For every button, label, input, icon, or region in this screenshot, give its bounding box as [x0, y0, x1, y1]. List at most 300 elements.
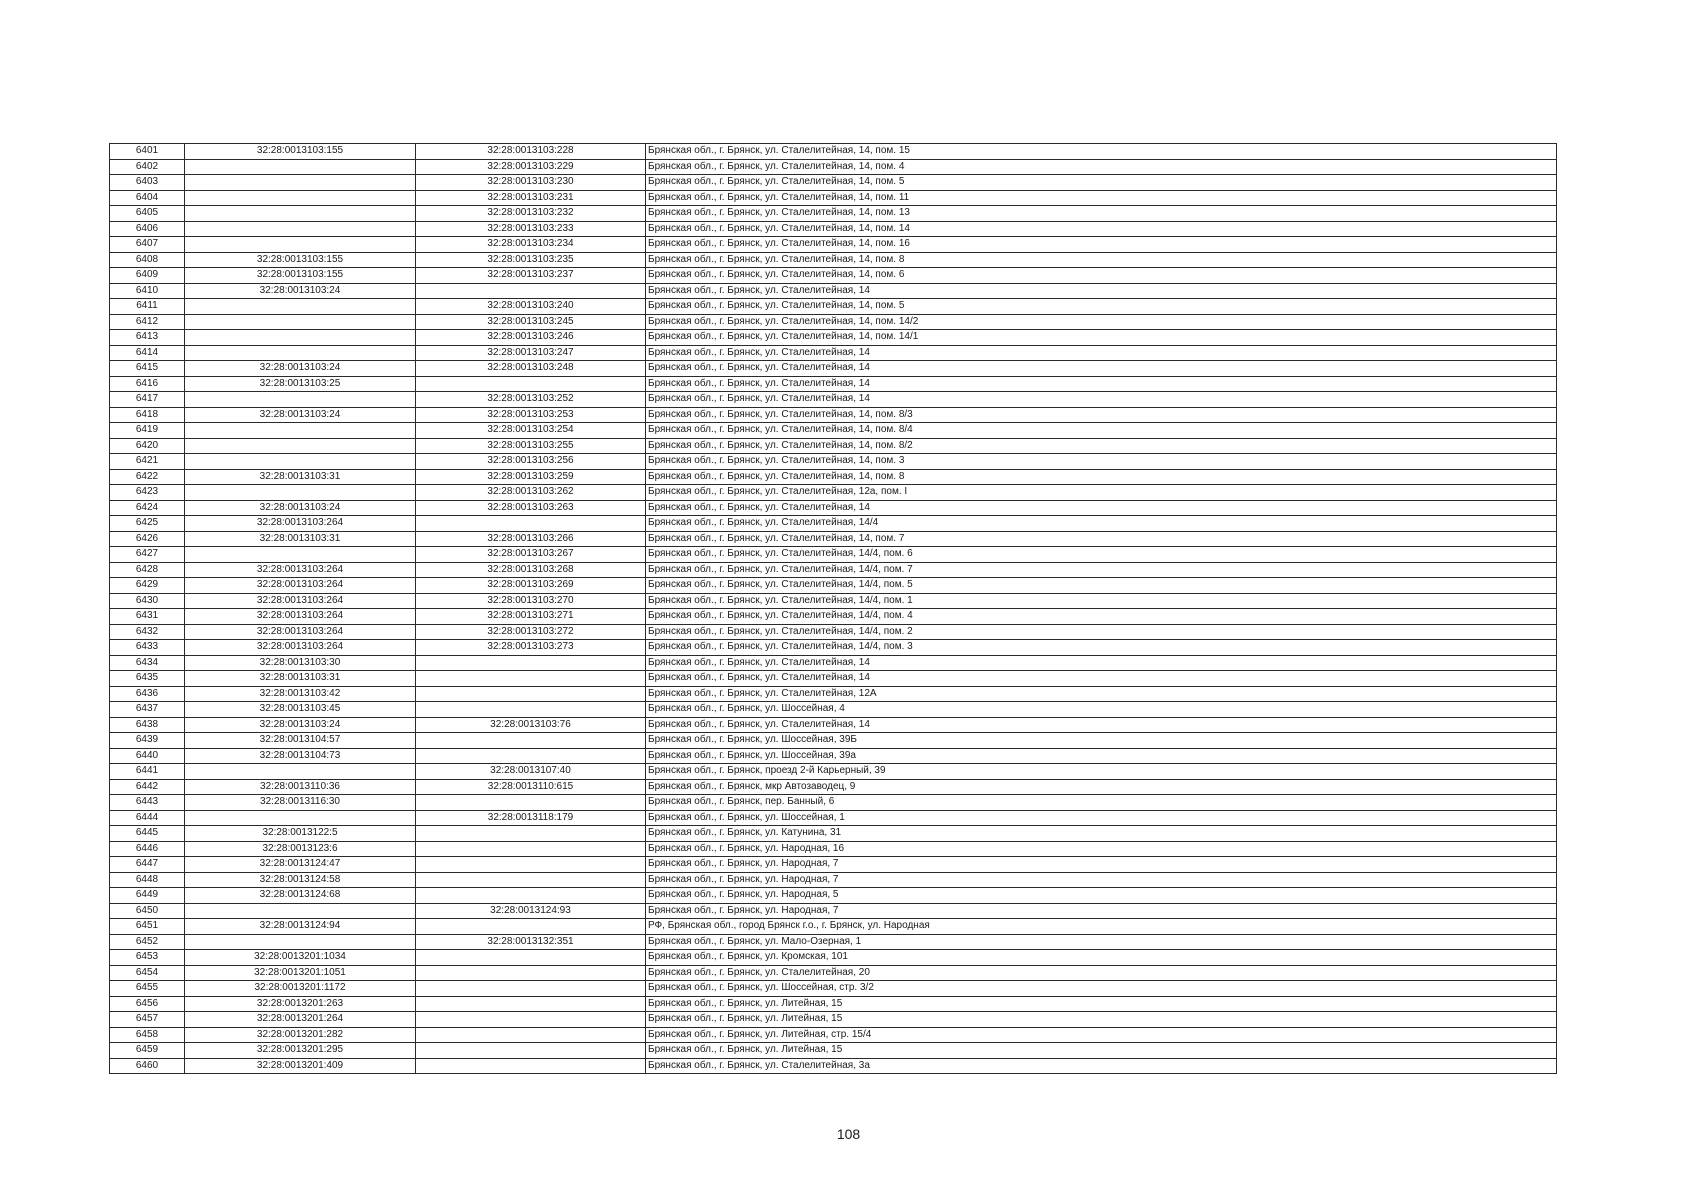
land-parcel-cell: 32:28:0013103:25: [185, 376, 416, 392]
row-number-cell: 6455: [110, 981, 185, 997]
land-parcel-cell: 32:28:0013201:1051: [185, 965, 416, 981]
row-number-cell: 6424: [110, 500, 185, 516]
row-number-cell: 6408: [110, 252, 185, 268]
row-number-cell: 6447: [110, 857, 185, 873]
address-cell: Брянская обл., г. Брянск, ул. Сталелитейная, 3а: [646, 1058, 1557, 1074]
object-number-cell: 32:28:0013103:235: [416, 252, 646, 268]
table-row: [110, 640, 1557, 656]
table-row: [110, 392, 1557, 408]
land-parcel-cell: [185, 903, 416, 919]
row-number-cell: 6413: [110, 330, 185, 346]
land-parcel-cell: 32:28:0013103:31: [185, 671, 416, 687]
object-number-cell: 32:28:0013103:248: [416, 361, 646, 377]
table-row: [110, 671, 1557, 687]
row-number-cell: 6407: [110, 237, 185, 253]
land-parcel-cell: 32:28:0013103:264: [185, 624, 416, 640]
object-number-cell: [416, 996, 646, 1012]
row-number-cell: 6436: [110, 686, 185, 702]
object-number-cell: 32:28:0013103:231: [416, 190, 646, 206]
table-row: [110, 779, 1557, 795]
row-number-cell: 6443: [110, 795, 185, 811]
address-cell: Брянская обл., г. Брянск, ул. Народная, 16: [646, 841, 1557, 857]
address-cell: Брянская обл., г. Брянск, ул. Сталелитейная, 14: [646, 361, 1557, 377]
address-cell: Брянская обл., г. Брянск, ул. Сталелитейная, 14, пом. 14: [646, 221, 1557, 237]
row-number-cell: 6425: [110, 516, 185, 532]
row-number-cell: 6449: [110, 888, 185, 904]
row-number-cell: 6431: [110, 609, 185, 625]
address-cell: Брянская обл., г. Брянск, ул. Сталелитейная, 12а, пом. I: [646, 485, 1557, 501]
land-parcel-cell: 32:28:0013124:58: [185, 872, 416, 888]
land-parcel-cell: 32:28:0013103:264: [185, 593, 416, 609]
table-row: [110, 764, 1557, 780]
row-number-cell: 6420: [110, 438, 185, 454]
object-number-cell: 32:28:0013103:240: [416, 299, 646, 315]
object-number-cell: 32:28:0013103:230: [416, 175, 646, 191]
object-number-cell: 32:28:0013103:232: [416, 206, 646, 222]
table-row: [110, 655, 1557, 671]
address-cell: Брянская обл., г. Брянск, ул. Шоссейная, 1: [646, 810, 1557, 826]
row-number-cell: 6437: [110, 702, 185, 718]
object-number-cell: 32:28:0013103:229: [416, 159, 646, 175]
table-row: [110, 299, 1557, 315]
row-number-cell: 6406: [110, 221, 185, 237]
address-cell: Брянская обл., г. Брянск, ул. Сталелитейная, 14, пом. 8/4: [646, 423, 1557, 439]
row-number-cell: 6426: [110, 531, 185, 547]
address-cell: Брянская обл., г. Брянск, ул. Сталелитейная, 14, пом. 8/2: [646, 438, 1557, 454]
table-body: [110, 144, 1557, 1074]
table-row: [110, 981, 1557, 997]
object-number-cell: [416, 1058, 646, 1074]
object-number-cell: 32:28:0013103:271: [416, 609, 646, 625]
land-parcel-cell: 32:28:0013201:282: [185, 1027, 416, 1043]
table-row: [110, 841, 1557, 857]
land-parcel-cell: [185, 314, 416, 330]
land-parcel-cell: 32:28:0013124:47: [185, 857, 416, 873]
land-parcel-cell: [185, 810, 416, 826]
address-cell: Брянская обл., г. Брянск, ул. Сталелитейная, 14, пом. 4: [646, 159, 1557, 175]
row-number-cell: 6458: [110, 1027, 185, 1043]
land-parcel-cell: 32:28:0013201:1034: [185, 950, 416, 966]
land-parcel-cell: 32:28:0013103:24: [185, 361, 416, 377]
address-cell: Брянская обл., г. Брянск, ул. Литейная, стр. 15/4: [646, 1027, 1557, 1043]
table-row: [110, 268, 1557, 284]
object-number-cell: 32:28:0013103:262: [416, 485, 646, 501]
table-row: [110, 438, 1557, 454]
land-parcel-cell: 32:28:0013110:36: [185, 779, 416, 795]
object-number-cell: [416, 965, 646, 981]
cadastral-table: [109, 143, 1557, 1074]
land-parcel-cell: [185, 299, 416, 315]
land-parcel-cell: [185, 345, 416, 361]
table-row: [110, 733, 1557, 749]
address-cell: Брянская обл., г. Брянск, ул. Сталелитейная, 14: [646, 655, 1557, 671]
land-parcel-cell: 32:28:0013103:42: [185, 686, 416, 702]
address-cell: Брянская обл., г. Брянск, ул. Сталелитейная, 14, пом. 11: [646, 190, 1557, 206]
address-cell: Брянская обл., г. Брянск, проезд 2-й Карьерный, 39: [646, 764, 1557, 780]
object-number-cell: 32:28:0013103:256: [416, 454, 646, 470]
land-parcel-cell: 32:28:0013123:6: [185, 841, 416, 857]
object-number-cell: [416, 872, 646, 888]
table-row: [110, 1043, 1557, 1059]
object-number-cell: 32:28:0013103:252: [416, 392, 646, 408]
object-number-cell: 32:28:0013103:272: [416, 624, 646, 640]
row-number-cell: 6428: [110, 562, 185, 578]
object-number-cell: [416, 733, 646, 749]
table-row: [110, 717, 1557, 733]
row-number-cell: 6405: [110, 206, 185, 222]
address-cell: Брянская обл., г. Брянск, мкр Автозаводец, 9: [646, 779, 1557, 795]
address-cell: Брянская обл., г. Брянск, ул. Сталелитейная, 14: [646, 376, 1557, 392]
table-row: [110, 376, 1557, 392]
table-row: [110, 485, 1557, 501]
address-cell: Брянская обл., г. Брянск, ул. Литейная, 15: [646, 1043, 1557, 1059]
land-parcel-cell: 32:28:0013201:1172: [185, 981, 416, 997]
object-number-cell: [416, 748, 646, 764]
table-row: [110, 159, 1557, 175]
address-cell: Брянская обл., г. Брянск, ул. Сталелитейная, 14, пом. 14/1: [646, 330, 1557, 346]
address-cell: Брянская обл., г. Брянск, ул. Сталелитейная, 14, пом. 8/3: [646, 407, 1557, 423]
land-parcel-cell: 32:28:0013103:264: [185, 516, 416, 532]
land-parcel-cell: [185, 764, 416, 780]
row-number-cell: 6445: [110, 826, 185, 842]
object-number-cell: 32:28:0013103:233: [416, 221, 646, 237]
object-number-cell: 32:28:0013103:267: [416, 547, 646, 563]
row-number-cell: 6434: [110, 655, 185, 671]
land-parcel-cell: 32:28:0013103:31: [185, 531, 416, 547]
address-cell: Брянская обл., г. Брянск, ул. Сталелитейная, 14/4, пом. 6: [646, 547, 1557, 563]
address-cell: Брянская обл., г. Брянск, ул. Сталелитейная, 14: [646, 500, 1557, 516]
land-parcel-cell: [185, 175, 416, 191]
table-row: [110, 531, 1557, 547]
land-parcel-cell: 32:28:0013103:30: [185, 655, 416, 671]
land-parcel-cell: 32:28:0013124:68: [185, 888, 416, 904]
table-row: [110, 919, 1557, 935]
object-number-cell: [416, 888, 646, 904]
address-cell: Брянская обл., г. Брянск, ул. Сталелитейная, 14: [646, 283, 1557, 299]
row-number-cell: 6432: [110, 624, 185, 640]
table-row: [110, 578, 1557, 594]
table-row: [110, 252, 1557, 268]
land-parcel-cell: 32:28:0013103:155: [185, 252, 416, 268]
table-row: [110, 686, 1557, 702]
table-row: [110, 361, 1557, 377]
table-row: [110, 857, 1557, 873]
row-number-cell: 6456: [110, 996, 185, 1012]
object-number-cell: 32:28:0013103:268: [416, 562, 646, 578]
address-cell: Брянская обл., г. Брянск, ул. Сталелитейная, 14/4, пом. 2: [646, 624, 1557, 640]
land-parcel-cell: [185, 159, 416, 175]
land-parcel-cell: 32:28:0013104:57: [185, 733, 416, 749]
object-number-cell: [416, 516, 646, 532]
table-row: [110, 500, 1557, 516]
table-row: [110, 624, 1557, 640]
object-number-cell: [416, 1043, 646, 1059]
address-cell: РФ, Брянская обл., город Брянск г.о., г. Брянск, ул. Народная: [646, 919, 1557, 935]
land-parcel-cell: 32:28:0013201:409: [185, 1058, 416, 1074]
address-cell: Брянская обл., г. Брянск, ул. Народная, 7: [646, 903, 1557, 919]
land-parcel-cell: [185, 190, 416, 206]
object-number-cell: 32:28:0013103:273: [416, 640, 646, 656]
row-number-cell: 6430: [110, 593, 185, 609]
object-number-cell: [416, 841, 646, 857]
table-row: [110, 1058, 1557, 1074]
object-number-cell: [416, 1012, 646, 1028]
object-number-cell: 32:28:0013103:76: [416, 717, 646, 733]
table-row: [110, 283, 1557, 299]
object-number-cell: [416, 283, 646, 299]
address-cell: Брянская обл., г. Брянск, ул. Сталелитейная, 14, пом. 3: [646, 454, 1557, 470]
land-parcel-cell: 32:28:0013103:155: [185, 144, 416, 160]
row-number-cell: 6438: [110, 717, 185, 733]
row-number-cell: 6409: [110, 268, 185, 284]
row-number-cell: 6402: [110, 159, 185, 175]
row-number-cell: 6414: [110, 345, 185, 361]
address-cell: Брянская обл., г. Брянск, ул. Сталелитейная, 14: [646, 345, 1557, 361]
address-cell: Брянская обл., г. Брянск, ул. Литейная, 15: [646, 1012, 1557, 1028]
land-parcel-cell: 32:28:0013103:264: [185, 578, 416, 594]
table-row: [110, 872, 1557, 888]
object-number-cell: [416, 981, 646, 997]
address-cell: Брянская обл., г. Брянск, ул. Народная, 7: [646, 857, 1557, 873]
row-number-cell: 6415: [110, 361, 185, 377]
row-number-cell: 6433: [110, 640, 185, 656]
row-number-cell: 6448: [110, 872, 185, 888]
object-number-cell: [416, 919, 646, 935]
row-number-cell: 6404: [110, 190, 185, 206]
object-number-cell: [416, 702, 646, 718]
object-number-cell: 32:28:0013132:351: [416, 934, 646, 950]
land-parcel-cell: 32:28:0013116:30: [185, 795, 416, 811]
land-parcel-cell: 32:28:0013201:263: [185, 996, 416, 1012]
table-row: [110, 175, 1557, 191]
land-parcel-cell: [185, 392, 416, 408]
address-cell: Брянская обл., г. Брянск, ул. Сталелитейная, 14, пом. 15: [646, 144, 1557, 160]
object-number-cell: 32:28:0013103:234: [416, 237, 646, 253]
table-row: [110, 221, 1557, 237]
row-number-cell: 6429: [110, 578, 185, 594]
land-parcel-cell: [185, 330, 416, 346]
land-parcel-cell: [185, 485, 416, 501]
address-cell: Брянская обл., г. Брянск, ул. Шоссейная, 39а: [646, 748, 1557, 764]
land-parcel-cell: 32:28:0013103:264: [185, 609, 416, 625]
object-number-cell: 32:28:0013103:254: [416, 423, 646, 439]
address-cell: Брянская обл., г. Брянск, ул. Сталелитейная, 14, пом. 14/2: [646, 314, 1557, 330]
address-cell: Брянская обл., г. Брянск, ул. Шоссейная, 39Б: [646, 733, 1557, 749]
object-number-cell: [416, 857, 646, 873]
table-row: [110, 934, 1557, 950]
address-cell: Брянская обл., г. Брянск, ул. Народная, 5: [646, 888, 1557, 904]
land-parcel-cell: [185, 454, 416, 470]
table-row: [110, 609, 1557, 625]
object-number-cell: 32:28:0013107:40: [416, 764, 646, 780]
object-number-cell: 32:28:0013103:237: [416, 268, 646, 284]
land-parcel-cell: [185, 547, 416, 563]
object-number-cell: [416, 795, 646, 811]
object-number-cell: [416, 655, 646, 671]
land-parcel-cell: 32:28:0013201:295: [185, 1043, 416, 1059]
row-number-cell: 6417: [110, 392, 185, 408]
row-number-cell: 6459: [110, 1043, 185, 1059]
row-number-cell: 6401: [110, 144, 185, 160]
land-parcel-cell: 32:28:0013103:264: [185, 640, 416, 656]
address-cell: Брянская обл., г. Брянск, ул. Сталелитейная, 14/4: [646, 516, 1557, 532]
table-row: [110, 547, 1557, 563]
land-parcel-cell: 32:28:0013103:45: [185, 702, 416, 718]
table-row: [110, 702, 1557, 718]
row-number-cell: 6411: [110, 299, 185, 315]
object-number-cell: 32:28:0013103:245: [416, 314, 646, 330]
land-parcel-cell: [185, 206, 416, 222]
address-cell: Брянская обл., г. Брянск, ул. Сталелитейная, 14: [646, 717, 1557, 733]
address-cell: Брянская обл., г. Брянск, ул. Сталелитейная, 14, пом. 8: [646, 469, 1557, 485]
address-cell: Брянская обл., г. Брянск, ул. Сталелитейная, 14, пом. 8: [646, 252, 1557, 268]
land-parcel-cell: 32:28:0013103:24: [185, 500, 416, 516]
table-row: [110, 330, 1557, 346]
table-row: [110, 562, 1557, 578]
object-number-cell: 32:28:0013103:259: [416, 469, 646, 485]
table-row: [110, 965, 1557, 981]
object-number-cell: 32:28:0013103:253: [416, 407, 646, 423]
land-parcel-cell: [185, 438, 416, 454]
land-parcel-cell: 32:28:0013103:24: [185, 717, 416, 733]
row-number-cell: 6418: [110, 407, 185, 423]
object-number-cell: 32:28:0013103:228: [416, 144, 646, 160]
table-row: [110, 593, 1557, 609]
table-row: [110, 826, 1557, 842]
land-parcel-cell: 32:28:0013103:155: [185, 268, 416, 284]
address-cell: Брянская обл., г. Брянск, ул. Мало-Озерная, 1: [646, 934, 1557, 950]
row-number-cell: 6440: [110, 748, 185, 764]
row-number-cell: 6439: [110, 733, 185, 749]
object-number-cell: 32:28:0013103:266: [416, 531, 646, 547]
object-number-cell: [416, 671, 646, 687]
address-cell: Брянская обл., г. Брянск, пер. Банный, 6: [646, 795, 1557, 811]
address-cell: Брянская обл., г. Брянск, ул. Сталелитейная, 12А: [646, 686, 1557, 702]
object-number-cell: [416, 950, 646, 966]
object-number-cell: 32:28:0013103:246: [416, 330, 646, 346]
row-number-cell: 6454: [110, 965, 185, 981]
row-number-cell: 6416: [110, 376, 185, 392]
table-row: [110, 454, 1557, 470]
address-cell: Брянская обл., г. Брянск, ул. Сталелитейная, 14: [646, 671, 1557, 687]
land-parcel-cell: 32:28:0013104:73: [185, 748, 416, 764]
object-number-cell: 32:28:0013110:615: [416, 779, 646, 795]
land-parcel-cell: [185, 237, 416, 253]
table-row: [110, 1027, 1557, 1043]
row-number-cell: 6435: [110, 671, 185, 687]
table-row: [110, 237, 1557, 253]
object-number-cell: 32:28:0013103:270: [416, 593, 646, 609]
object-number-cell: [416, 376, 646, 392]
object-number-cell: 32:28:0013103:269: [416, 578, 646, 594]
table-row: [110, 795, 1557, 811]
row-number-cell: 6423: [110, 485, 185, 501]
land-parcel-cell: [185, 423, 416, 439]
address-cell: Брянская обл., г. Брянск, ул. Литейная, 15: [646, 996, 1557, 1012]
table-row: [110, 903, 1557, 919]
land-parcel-cell: 32:28:0013201:264: [185, 1012, 416, 1028]
row-number-cell: 6444: [110, 810, 185, 826]
land-parcel-cell: 32:28:0013103:31: [185, 469, 416, 485]
object-number-cell: 32:28:0013103:247: [416, 345, 646, 361]
object-number-cell: [416, 826, 646, 842]
address-cell: Брянская обл., г. Брянск, ул. Сталелитейная, 14, пом. 5: [646, 175, 1557, 191]
table-row: [110, 1012, 1557, 1028]
row-number-cell: 6403: [110, 175, 185, 191]
address-cell: Брянская обл., г. Брянск, ул. Сталелитейная, 14/4, пом. 4: [646, 609, 1557, 625]
row-number-cell: 6427: [110, 547, 185, 563]
land-parcel-cell: 32:28:0013124:94: [185, 919, 416, 935]
row-number-cell: 6442: [110, 779, 185, 795]
address-cell: Брянская обл., г. Брянск, ул. Кромская, 101: [646, 950, 1557, 966]
address-cell: Брянская обл., г. Брянск, ул. Сталелитейная, 14/4, пом. 5: [646, 578, 1557, 594]
row-number-cell: 6421: [110, 454, 185, 470]
table-row: [110, 996, 1557, 1012]
table-row: [110, 206, 1557, 222]
land-parcel-cell: 32:28:0013103:24: [185, 407, 416, 423]
row-number-cell: 6410: [110, 283, 185, 299]
table-row: [110, 950, 1557, 966]
address-cell: Брянская обл., г. Брянск, ул. Народная, 7: [646, 872, 1557, 888]
row-number-cell: 6419: [110, 423, 185, 439]
land-parcel-cell: 32:28:0013122:5: [185, 826, 416, 842]
address-cell: Брянская обл., г. Брянск, ул. Сталелитейная, 14/4, пом. 3: [646, 640, 1557, 656]
table-row: [110, 190, 1557, 206]
address-cell: Брянская обл., г. Брянск, ул. Шоссейная, 4: [646, 702, 1557, 718]
table-row: [110, 423, 1557, 439]
row-number-cell: 6441: [110, 764, 185, 780]
address-cell: Брянская обл., г. Брянск, ул. Шоссейная, стр. 3/2: [646, 981, 1557, 997]
object-number-cell: [416, 686, 646, 702]
address-cell: Брянская обл., г. Брянск, ул. Сталелитейная, 14/4, пом. 7: [646, 562, 1557, 578]
land-parcel-cell: 32:28:0013103:24: [185, 283, 416, 299]
row-number-cell: 6450: [110, 903, 185, 919]
table-row: [110, 516, 1557, 532]
object-number-cell: 32:28:0013118:179: [416, 810, 646, 826]
table-row: [110, 345, 1557, 361]
row-number-cell: 6453: [110, 950, 185, 966]
table-row: [110, 748, 1557, 764]
row-number-cell: 6446: [110, 841, 185, 857]
object-number-cell: [416, 1027, 646, 1043]
table-row: [110, 469, 1557, 485]
table-row: [110, 888, 1557, 904]
table-row: [110, 314, 1557, 330]
row-number-cell: 6451: [110, 919, 185, 935]
land-parcel-cell: [185, 221, 416, 237]
land-parcel-cell: 32:28:0013103:264: [185, 562, 416, 578]
address-cell: Брянская обл., г. Брянск, ул. Сталелитейная, 14, пом. 13: [646, 206, 1557, 222]
object-number-cell: 32:28:0013103:255: [416, 438, 646, 454]
address-cell: Брянская обл., г. Брянск, ул. Катунина, 31: [646, 826, 1557, 842]
row-number-cell: 6460: [110, 1058, 185, 1074]
table-row: [110, 407, 1557, 423]
address-cell: Брянская обл., г. Брянск, ул. Сталелитейная, 20: [646, 965, 1557, 981]
table-row: [110, 144, 1557, 160]
page-number: 108: [836, 1126, 861, 1142]
object-number-cell: 32:28:0013103:263: [416, 500, 646, 516]
row-number-cell: 6452: [110, 934, 185, 950]
row-number-cell: 6457: [110, 1012, 185, 1028]
object-number-cell: 32:28:0013124:93: [416, 903, 646, 919]
address-cell: Брянская обл., г. Брянск, ул. Сталелитейная, 14, пом. 6: [646, 268, 1557, 284]
table-row: [110, 810, 1557, 826]
address-cell: Брянская обл., г. Брянск, ул. Сталелитейная, 14, пом. 7: [646, 531, 1557, 547]
address-cell: Брянская обл., г. Брянск, ул. Сталелитейная, 14, пом. 16: [646, 237, 1557, 253]
address-cell: Брянская обл., г. Брянск, ул. Сталелитейная, 14: [646, 392, 1557, 408]
row-number-cell: 6412: [110, 314, 185, 330]
land-parcel-cell: [185, 934, 416, 950]
